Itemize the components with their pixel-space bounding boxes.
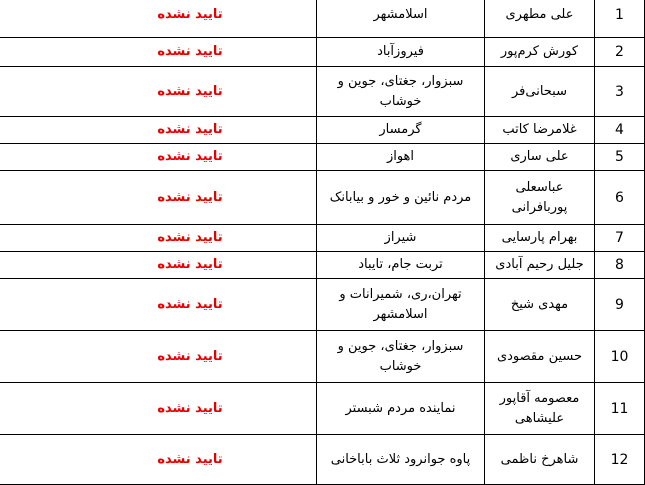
- row-number: 2: [595, 38, 645, 67]
- candidate-name: معصومه آقاپور علیشاهی: [485, 383, 595, 435]
- table-row: [0, 144, 645, 171]
- table-row: [0, 252, 645, 279]
- candidate-name: عباسعلی پوربافرانی: [485, 171, 595, 225]
- constituency: مردم نائین و خور و بیابانک: [317, 171, 485, 225]
- status-label: تایید نشده: [0, 67, 317, 117]
- table-row: [0, 435, 645, 485]
- candidate-name: غلامرضا کاتب: [485, 117, 595, 144]
- row-number: 1: [595, 0, 645, 38]
- row-number: 7: [595, 225, 645, 252]
- constituency: شیراز: [317, 225, 485, 252]
- table-row: [0, 279, 645, 331]
- row-number: 3: [595, 67, 645, 117]
- row-number: 6: [595, 171, 645, 225]
- status-label: تایید نشده: [0, 38, 317, 67]
- status-label: تایید نشده: [0, 279, 317, 331]
- table-row: [0, 38, 645, 67]
- constituency: اهواز: [317, 144, 485, 171]
- table-row: [0, 117, 645, 144]
- candidate-name: بهرام پارسایی: [485, 225, 595, 252]
- candidate-name: جلیل رحیم آبادی: [485, 252, 595, 279]
- constituency: سبزوار، جغتای، جوین و خوشاب: [317, 67, 485, 117]
- candidate-name: شاهرخ ناظمی: [485, 435, 595, 485]
- row-number: 5: [595, 144, 645, 171]
- table-row: [0, 67, 645, 117]
- candidate-name: علی مطهری: [485, 0, 595, 38]
- row-number: 12: [595, 435, 645, 485]
- table-row: [0, 171, 645, 225]
- constituency: فیروزآباد: [317, 38, 485, 67]
- table-row: [0, 383, 645, 435]
- constituency: اسلامشهر: [317, 0, 485, 38]
- row-number: 11: [595, 383, 645, 435]
- table-row: [0, 225, 645, 252]
- constituency: تهران،ری، شمیرانات و اسلامشهر: [317, 279, 485, 331]
- candidate-name: مهدی شیخ: [485, 279, 595, 331]
- candidate-name: سبحانی‌فر: [485, 67, 595, 117]
- candidate-name: حسین مقصودی: [485, 331, 595, 383]
- status-label: تایید نشده: [0, 117, 317, 144]
- constituency: سبزوار، جغتای، جوین و خوشاب: [317, 331, 485, 383]
- status-label: تایید نشده: [0, 225, 317, 252]
- status-label: تایید نشده: [0, 0, 317, 38]
- table-row: [0, 0, 645, 38]
- constituency: تربت جام، تایباد: [317, 252, 485, 279]
- status-label: تایید نشده: [0, 383, 317, 435]
- status-label: تایید نشده: [0, 435, 317, 485]
- candidate-name: کورش کرم‌پور: [485, 38, 595, 67]
- constituency: گرمسار: [317, 117, 485, 144]
- row-number: 10: [595, 331, 645, 383]
- row-number: 4: [595, 117, 645, 144]
- status-label: تایید نشده: [0, 252, 317, 279]
- status-label: تایید نشده: [0, 171, 317, 225]
- constituency: نماینده مردم شبستر: [317, 383, 485, 435]
- table-row: [0, 331, 645, 383]
- candidate-name: علی ساری: [485, 144, 595, 171]
- row-number: 9: [595, 279, 645, 331]
- constituency: پاوه جوانرود ثلاث باباخانی: [317, 435, 485, 485]
- row-number: 8: [595, 252, 645, 279]
- status-label: تایید نشده: [0, 144, 317, 171]
- status-label: تایید نشده: [0, 331, 317, 383]
